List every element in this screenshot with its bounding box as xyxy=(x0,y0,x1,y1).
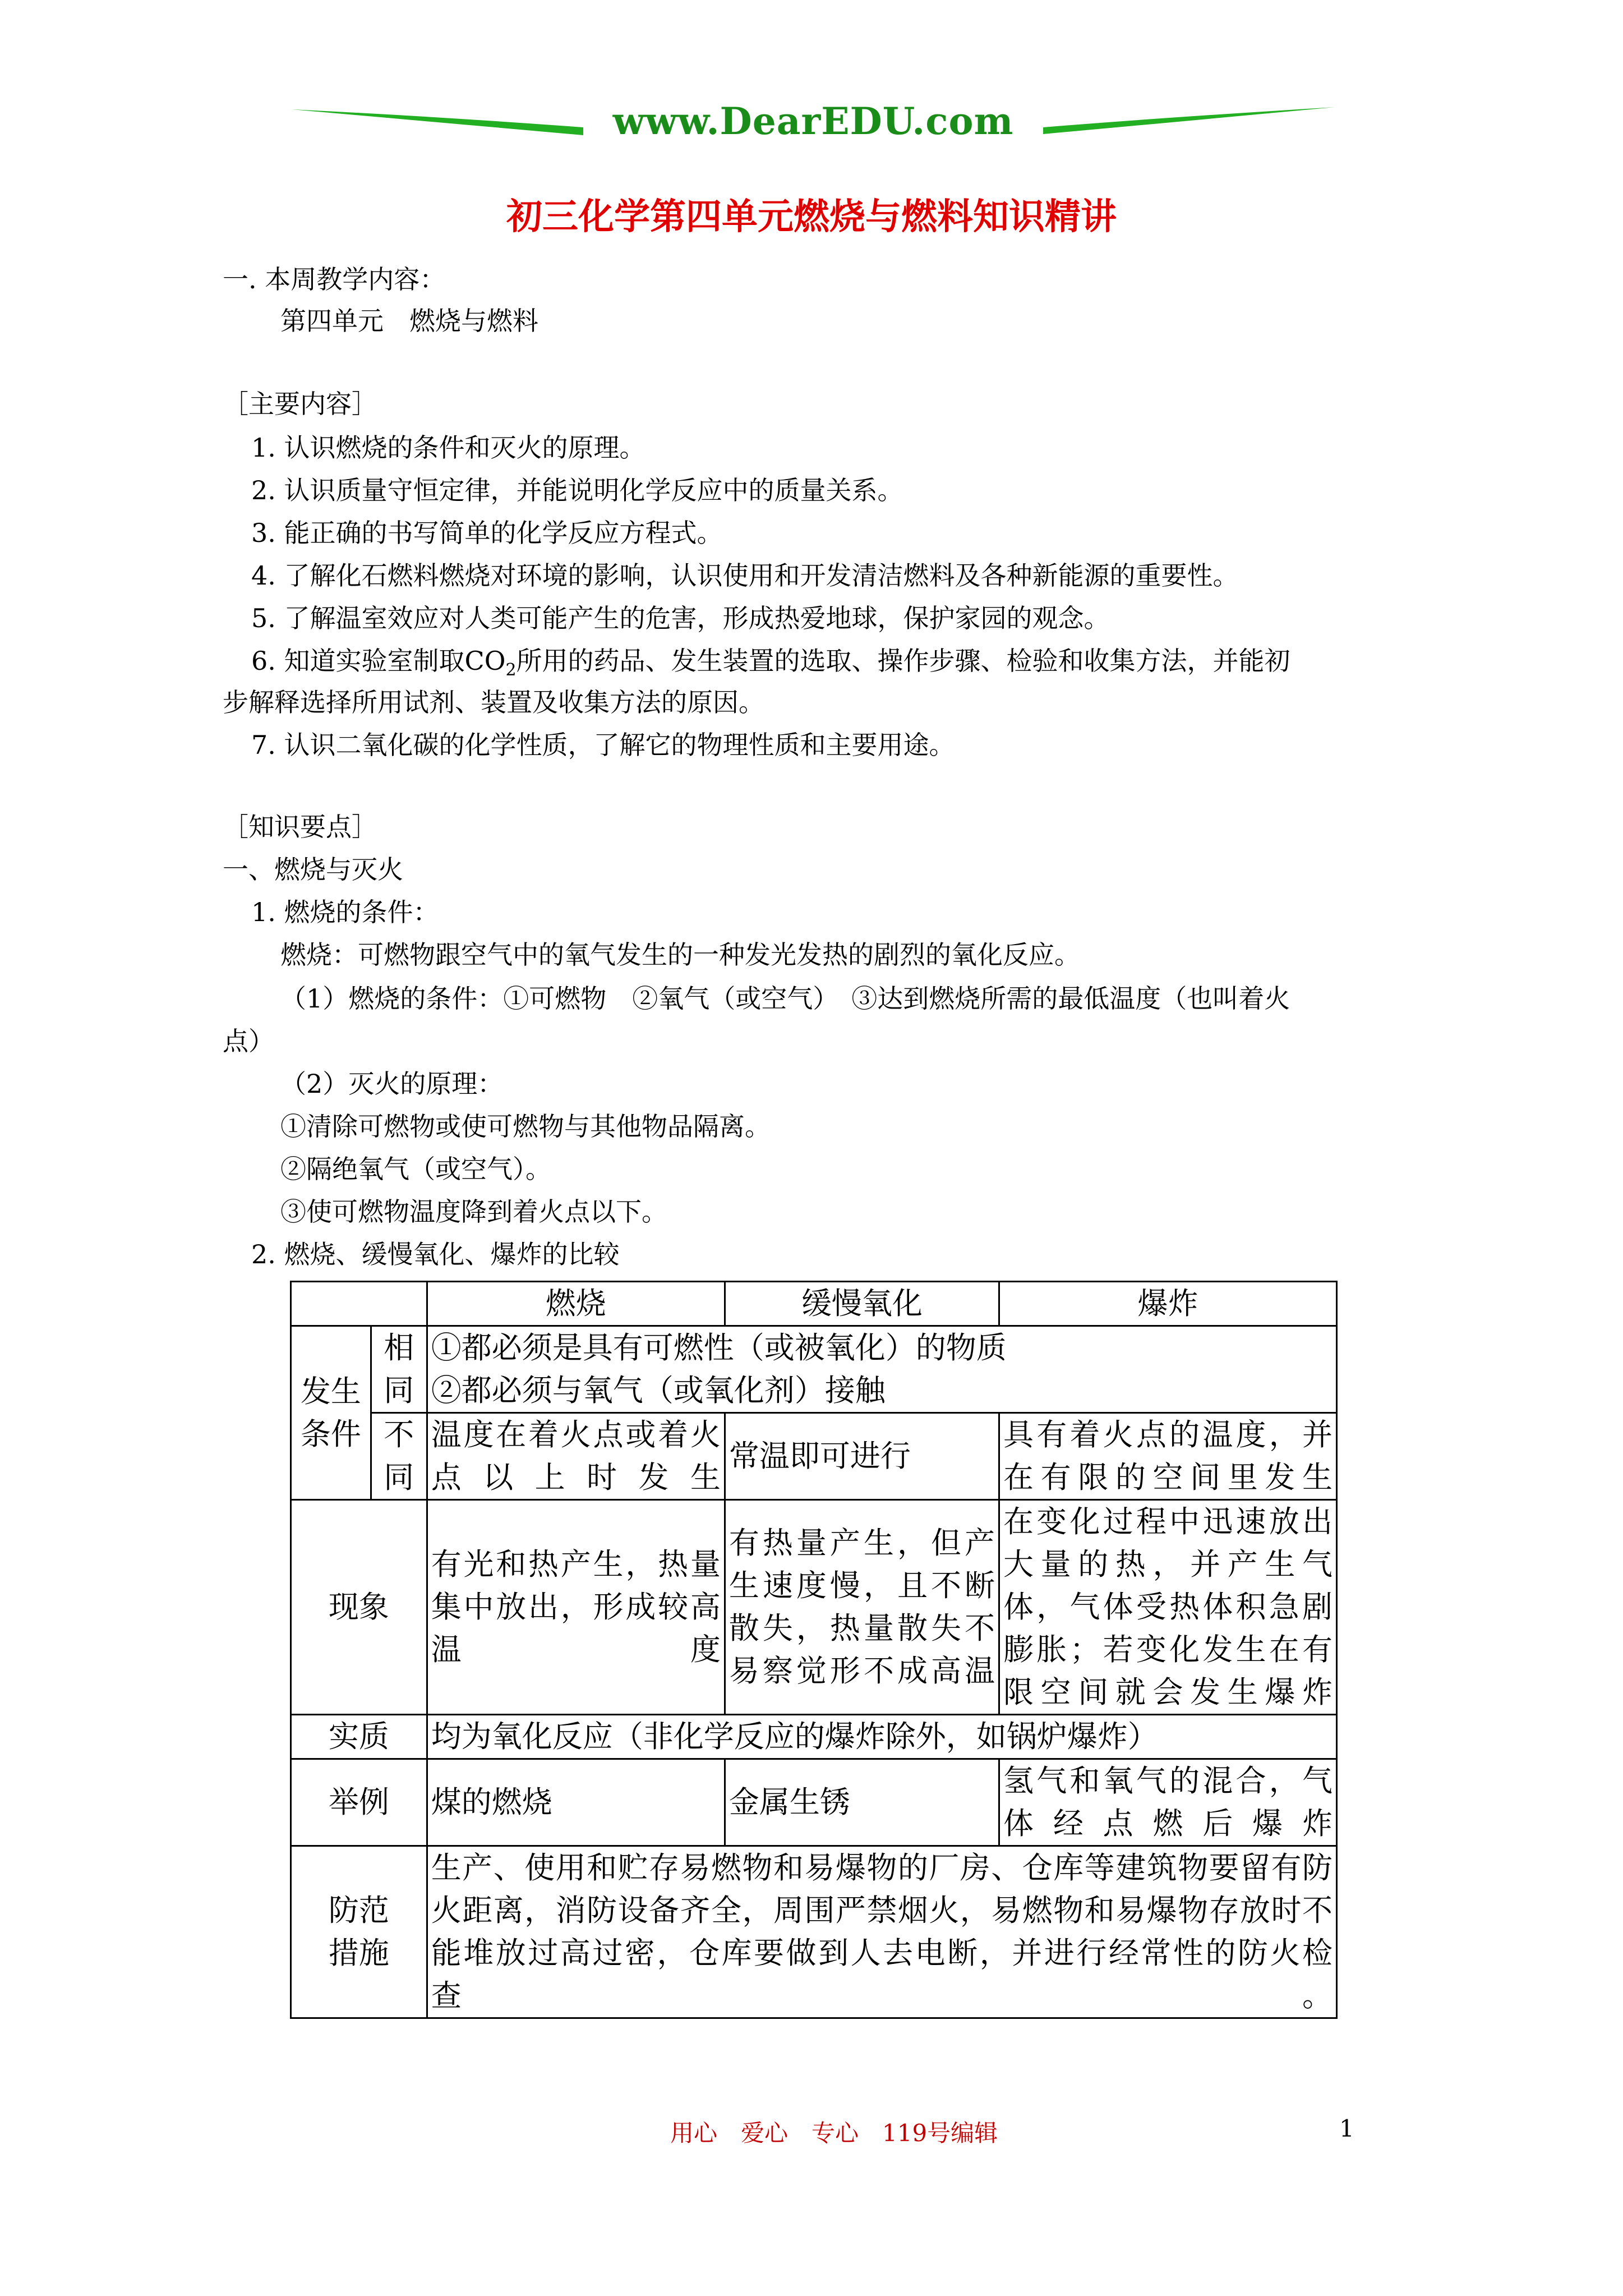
knowledge-heading: ［知识要点］ xyxy=(223,812,377,842)
list-item: 1. 认识燃烧的条件和灭火的原理。 xyxy=(251,432,645,463)
co2-formula: $CO_2$ xyxy=(464,646,517,680)
part-heading: 一、燃烧与灭火 xyxy=(223,854,403,885)
table-cell: 煤的燃烧 xyxy=(427,1759,725,1846)
column-header: 缓慢氧化 xyxy=(725,1282,999,1326)
table-cell: 常温即可进行 xyxy=(725,1413,999,1500)
main-content-heading: ［主要内容］ xyxy=(223,389,377,419)
list-item: 3. 能正确的书写简单的化学反应方程式。 xyxy=(251,518,723,548)
list-item xyxy=(251,644,1290,678)
list-item: ③使可燃物温度降到着火点以下。 xyxy=(280,1197,667,1227)
row-header: 实质 xyxy=(291,1715,427,1759)
condition-line: （1）燃烧的条件：①可燃物 ②氧气（或空气） ③达到燃烧所需的最低温度（也叫着火 xyxy=(280,983,1290,1014)
row-header: 防范措施 xyxy=(291,1846,427,2018)
table-cell xyxy=(291,1282,427,1326)
list-item: 7. 认识二氧化碳的化学性质，了解它的物理性质和主要用途。 xyxy=(251,730,955,760)
section-content: 第四单元 燃烧与燃料 xyxy=(280,306,538,336)
condition-line: 点） xyxy=(223,1026,274,1056)
site-name[interactable]: www.DearEDU.com xyxy=(612,99,1014,143)
footer-text: 用心 爱心 专心 119号编辑 xyxy=(670,2119,998,2147)
list-item: ①清除可燃物或使可燃物与其他物品隔离。 xyxy=(280,1111,771,1142)
list-item: ②隔绝氧气（或空气）。 xyxy=(280,1154,551,1184)
table-cell: 在变化过程中迅速放出大量的热，并产生气体，气体受热体积急剧膨胀；若变化发生在有限空间就会发生爆炸 xyxy=(999,1500,1337,1715)
column-header: 爆炸 xyxy=(999,1282,1337,1326)
list-item-continuation: 步解释选择所用试剂、装置及收集方法的原因。 xyxy=(223,687,764,717)
table-cell: 均为氧化反应（非化学反应的爆炸除外，如锅炉爆炸） xyxy=(427,1715,1336,1759)
section-heading: 一. 本周教学内容： xyxy=(223,264,446,295)
row-header: 举例 xyxy=(291,1759,427,1846)
column-header: 燃烧 xyxy=(427,1282,725,1326)
row-header: 现象 xyxy=(291,1500,427,1715)
document-title: 初三化学第四单元燃烧与燃料知识精讲 xyxy=(506,196,1117,238)
extinguish-heading: （2）灭火的原理： xyxy=(280,1069,504,1099)
comparison-table xyxy=(290,1281,1338,2019)
subsection-heading: 1. 燃烧的条件： xyxy=(251,897,439,927)
table-row xyxy=(291,1759,1337,1846)
table-cell: 具有着火点的温度，并在有限的空间里发生 xyxy=(999,1413,1337,1500)
table-row xyxy=(291,1326,1337,1413)
table-cell: 有热量产生，但产生速度慢，且不断散失，热量散失不易察觉形不成高温 xyxy=(725,1500,999,1715)
table-row xyxy=(291,1846,1337,2018)
page-number: 1 xyxy=(1339,2115,1354,2142)
subsection-heading: 2. 燃烧、缓慢氧化、爆炸的比较 xyxy=(251,1239,620,1269)
table-cell: 温度在着火点或着火点以上时发生 xyxy=(427,1413,725,1500)
list-item: 5. 了解温室效应对人类可能产生的危害，形成热爱地球，保护家园的观念。 xyxy=(251,603,1110,633)
list-item: 2. 认识质量守恒定律，并能说明化学反应中的质量关系。 xyxy=(251,475,903,505)
list-item: 4. 了解化石燃料燃烧对环境的影响，认识使用和开发清洁燃料及各种新能源的重要性。 xyxy=(251,560,1239,591)
item6-part-b: 所用的药品、发生装置的选取、操作步骤、检验和收集方法，并能初 xyxy=(516,646,1290,676)
row-subheader: 相同 xyxy=(371,1326,427,1413)
table-row xyxy=(291,1715,1337,1759)
table-cell: 氢气和氧气的混合，气体经点燃后爆炸 xyxy=(999,1759,1337,1846)
table-row xyxy=(291,1282,1337,1326)
table-row xyxy=(291,1500,1337,1715)
row-subheader: 不同 xyxy=(371,1413,427,1500)
definition-text: 燃烧：可燃物跟空气中的氧气发生的一种发光发热的剧烈的氧化反应。 xyxy=(280,940,1080,970)
table-cell: ①都必须是具有可燃性（或被氧化）的物质 ②都必须与氧气（或氧化剂）接触 xyxy=(427,1326,1336,1413)
table-cell: 生产、使用和贮存易燃物和易爆物的厂房、仓库等建筑物要留有防火距离，消防设备齐全，周围严禁烟火，易燃物和易爆物存放时不能堆放过高过密，仓库要做到人去电断，并进行经常性的防火检查。 xyxy=(427,1846,1336,2018)
table-cell: 有光和热产生，热量集中放出，形成较高温度 xyxy=(427,1500,725,1715)
table-row xyxy=(291,1413,1337,1500)
item6-part-a: 6. 知道实验室制取 xyxy=(251,646,465,676)
site-banner xyxy=(292,93,1335,154)
row-header: 发生条件 xyxy=(291,1326,371,1500)
table-cell: 金属生锈 xyxy=(725,1759,999,1846)
